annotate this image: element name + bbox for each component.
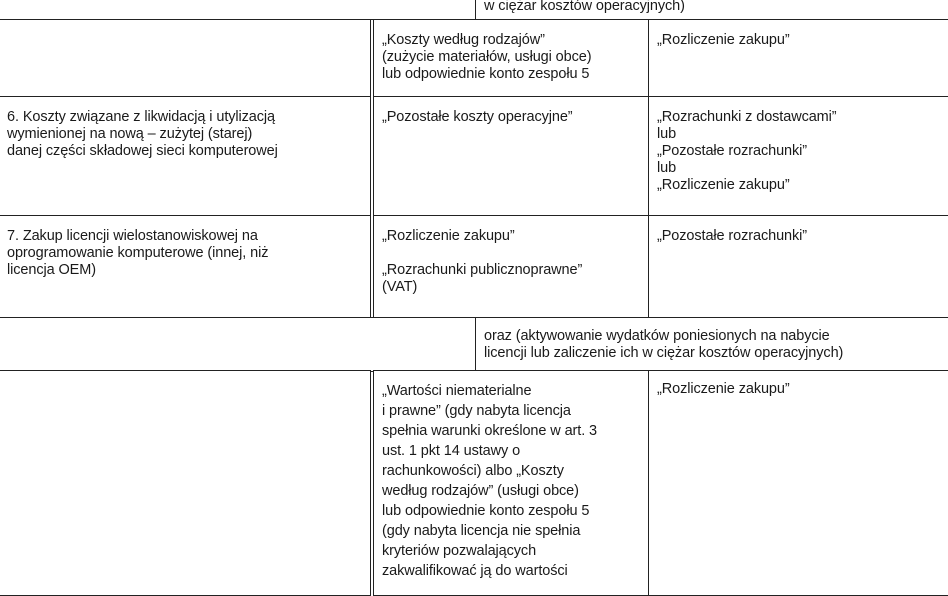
item6-credit-text: „Rozrachunki z dostawcami” lub „Pozostałe rozrachunki” lub „Rozliczenie zakupu” bbox=[657, 109, 837, 193]
row1-debit-text: „Koszty według rodzajów” (zużycie materiałów, usługi obce) lub odpowiednie konto zespołu 5 bbox=[382, 32, 592, 82]
row4-left-cell bbox=[0, 317, 477, 372]
row3-col1-cell bbox=[0, 215, 371, 319]
row3-col2-cell bbox=[373, 215, 650, 319]
row5-col2-cell bbox=[373, 370, 650, 596]
row0-merged-cell bbox=[475, 0, 948, 20]
row5-credit-text: „Rozliczenie zakupu” bbox=[657, 381, 790, 397]
row5-debit-text: „Wartości niematerialne i prawne” (gdy nabyta licencja spełnia warunki określone w art. 3 ust. 1 pkt 14 ustawy o rachunkowości) albo „Koszty według rodzajów” (usługi obce) lub odpowiednie konto zespołu 5 (gdy nabyta licencja nie spełnia kryteriów pozwalających zakwalifikować ją do wartości bbox=[382, 383, 598, 579]
row4-merged-text: oraz (aktywowanie wydatków poniesionych na nabycie licencji lub zaliczenie ich w ciężar kosztów operacyjnych) bbox=[484, 328, 844, 361]
row1-credit-text: „Rozliczenie zakupu” bbox=[657, 32, 790, 48]
row2-col3-cell bbox=[648, 96, 948, 217]
row1-col2-cell bbox=[373, 19, 650, 98]
row0-merged-text: w ciężar kosztów operacyjnych) bbox=[484, 0, 685, 14]
row5-col1-cell bbox=[0, 370, 371, 596]
row4-merged-cell bbox=[475, 317, 948, 372]
row3-col3-cell bbox=[648, 215, 948, 319]
item7-description: 7. Zakup licencji wielostanowiskowej na oprogramowanie komputerowe (innej, niż licencja OEM) bbox=[7, 228, 269, 278]
row1-col1-cell bbox=[0, 19, 371, 98]
row2-col2-cell bbox=[373, 96, 650, 217]
item7-debit-text: „Rozliczenie zakupu” „Rozrachunki publicznoprawne” (VAT) bbox=[382, 228, 583, 295]
row5-col3-cell bbox=[648, 370, 948, 596]
item7-credit-text: „Pozostałe rozrachunki” bbox=[657, 228, 808, 244]
row0-left-cell bbox=[0, 0, 477, 20]
row2-col1-cell bbox=[0, 96, 371, 217]
item6-debit-text: „Pozostałe koszty operacyjne” bbox=[382, 109, 573, 125]
item6-description: 6. Koszty związane z likwidacją i utylizacją wymienionej na nową – zużytej (starej) danej części składowej sieci komputerowej bbox=[7, 109, 278, 159]
row1-col3-cell bbox=[648, 19, 948, 98]
